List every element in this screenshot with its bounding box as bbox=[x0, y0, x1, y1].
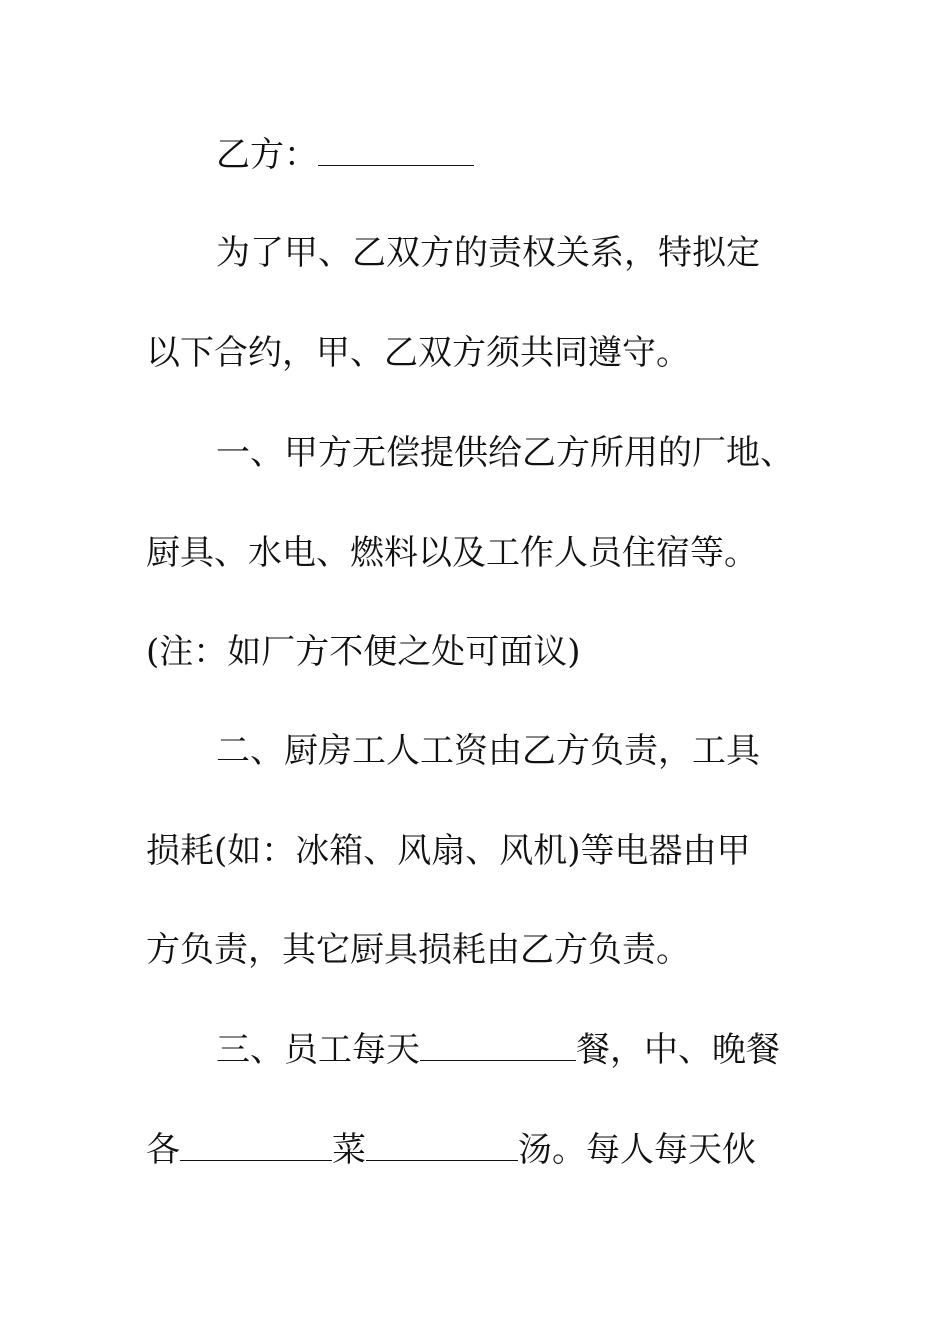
soup-blank bbox=[366, 1130, 518, 1161]
paragraph-line: 以下合约，甲、乙双方须共同遵守。 bbox=[146, 333, 690, 373]
paragraph-line: 为了甲、乙双方的责权关系，特拟定 bbox=[216, 233, 760, 273]
party-b-label: 乙方： bbox=[216, 135, 318, 175]
clause-one-line: 一、甲方无偿提供给乙方所用的厂地、 bbox=[216, 433, 794, 473]
note-line: (注：如厂方不便之处可面议) bbox=[146, 632, 581, 672]
meals-blank bbox=[420, 1030, 576, 1061]
clause-three-text: 餐，中、晚餐 bbox=[576, 1030, 780, 1070]
clause-two-line: 损耗(如：冰箱、风扇、风机)等电器由甲 bbox=[146, 831, 751, 871]
clause-three-text: 汤。每人每天伙 bbox=[518, 1130, 756, 1170]
clause-three-text: 各 bbox=[146, 1130, 180, 1170]
clause-two-line: 方负责，其它厨具损耗由乙方负责。 bbox=[146, 930, 690, 970]
party-b-blank bbox=[318, 135, 474, 166]
clause-three-line bbox=[146, 1130, 806, 1170]
dishes-blank bbox=[180, 1130, 332, 1161]
clause-three-line bbox=[216, 1030, 876, 1070]
clause-three-text: 菜 bbox=[332, 1130, 366, 1170]
clause-two-line: 二、厨房工人工资由乙方负责，工具 bbox=[216, 731, 760, 771]
clause-three-text: 三、员工每天 bbox=[216, 1030, 420, 1070]
clause-one-line: 厨具、水电、燃料以及工作人员住宿等。 bbox=[146, 533, 758, 573]
party-b-line bbox=[216, 135, 876, 175]
